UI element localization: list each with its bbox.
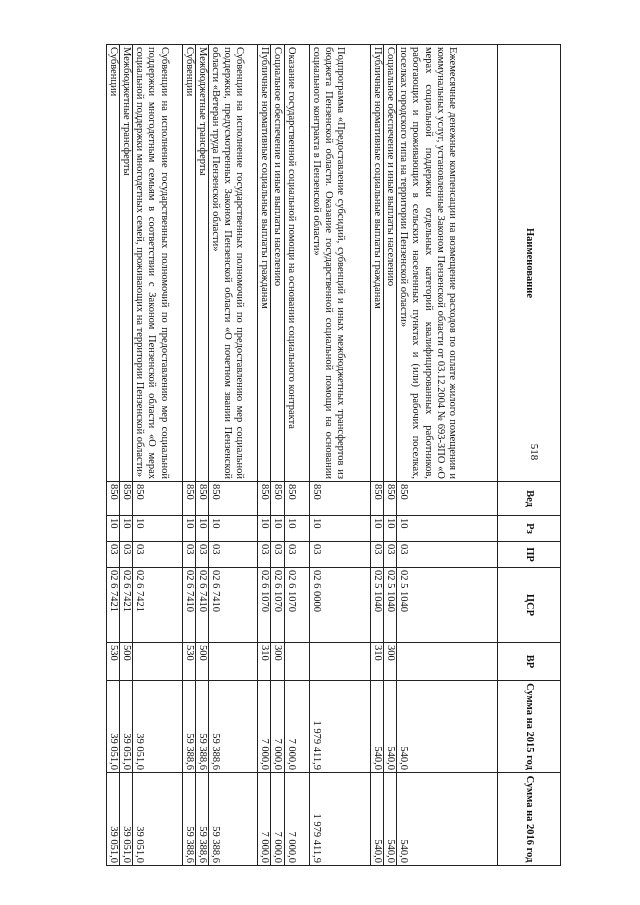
table-body <box>107 45 498 866</box>
cell-pr: 03 <box>208 542 257 568</box>
cell-vr <box>208 643 257 681</box>
cell-sum2015: 59 388,6 <box>195 681 208 773</box>
cell-rz: 10 <box>371 516 384 542</box>
cell-pr: 03 <box>384 542 397 568</box>
budget-table <box>106 44 561 866</box>
table-row <box>384 45 397 866</box>
cell-pr: 03 <box>182 542 195 568</box>
cell-csr: 02 6 7410 <box>182 568 195 643</box>
cell-sum2015: 39 051,0 <box>107 681 120 773</box>
cell-sum2016: 39 051,0 <box>120 773 133 866</box>
cell-ved: 850 <box>309 482 370 516</box>
cell-vr <box>133 643 182 681</box>
cell-vr: 310 <box>371 643 384 681</box>
cell-sum2016: 39 051,0 <box>107 773 120 866</box>
cell-ved: 850 <box>258 482 271 516</box>
table-row <box>195 45 208 866</box>
cell-sum2015: 540,0 <box>384 681 397 773</box>
cell-rz: 10 <box>397 516 498 542</box>
cell-csr: 02 6 7421 <box>107 568 120 643</box>
cell-name: Межбюджетные трансферты <box>120 45 133 482</box>
cell-rz: 10 <box>107 516 120 542</box>
cell-name: Субвенции <box>107 45 120 482</box>
cell-sum2015: 540,0 <box>371 681 384 773</box>
table-row <box>120 45 133 866</box>
cell-vr: 310 <box>258 643 271 681</box>
cell-pr: 03 <box>284 542 309 568</box>
header-csr: ЦСР <box>498 568 561 643</box>
cell-rz: 10 <box>284 516 309 542</box>
header-rz: Рз <box>498 516 561 542</box>
cell-vr: 300 <box>384 643 397 681</box>
cell-csr: 02 5 1040 <box>384 568 397 643</box>
cell-sum2015: 540,0 <box>397 681 498 773</box>
cell-name: Ежемесячные денежные компенсации на возмещение расходов по оплате жилого помещения и коммунальных услуг, установленные Законом Пензенской области от 03.12.2004 № 693-ЗПО «О мерах социальной поддержки отдельных категорий квалифицированных работников, работающих и проживающих в сельских населенных пунктах и (или) рабочих поселках, поселках городского типа на территории Пензенской области» <box>397 45 498 482</box>
cell-sum2016: 59 388,6 <box>182 773 195 866</box>
table-row <box>371 45 384 866</box>
cell-pr: 03 <box>120 542 133 568</box>
cell-vr: 530 <box>107 643 120 681</box>
table-row <box>133 45 182 866</box>
cell-csr: 02 6 1070 <box>258 568 271 643</box>
cell-sum2016: 540,0 <box>384 773 397 866</box>
cell-sum2015: 7 000,0 <box>258 681 271 773</box>
header-ved: Вед <box>498 482 561 516</box>
header-sum-2015: Сумма на 2015 год <box>498 681 561 773</box>
table-row <box>258 45 271 866</box>
cell-ved: 850 <box>120 482 133 516</box>
cell-name: Публичные нормативные социальные выплаты гражданам <box>371 45 384 482</box>
cell-pr: 03 <box>397 542 498 568</box>
cell-name: Субвенции <box>182 45 195 482</box>
cell-rz: 10 <box>120 516 133 542</box>
table-container <box>106 44 561 865</box>
cell-vr: 500 <box>120 643 133 681</box>
cell-sum2015: 59 388,6 <box>208 681 257 773</box>
header-pr: ПР <box>498 542 561 568</box>
cell-name: Подпрограмма «Предоставление субсидий, субвенций и иных межбюджетных трансфертов из бюджета Пензенской области. Оказание государственной социальной помощи на основании социального контракта в Пензенской области» <box>309 45 370 482</box>
cell-csr: 02 6 0000 <box>309 568 370 643</box>
cell-csr: 02 6 1070 <box>271 568 284 643</box>
cell-sum2016: 540,0 <box>371 773 384 866</box>
cell-vr <box>284 643 309 681</box>
header-name: Наименование <box>498 45 561 482</box>
cell-ved: 850 <box>371 482 384 516</box>
table-row <box>271 45 284 866</box>
cell-sum2015: 39 051,0 <box>133 681 182 773</box>
cell-pr: 03 <box>107 542 120 568</box>
cell-vr <box>397 643 498 681</box>
header-sum-2016: Сумма на 2016 год <box>498 773 561 866</box>
cell-ved: 850 <box>208 482 257 516</box>
cell-rz: 10 <box>208 516 257 542</box>
cell-csr: 02 6 7410 <box>195 568 208 643</box>
cell-sum2015: 39 051,0 <box>120 681 133 773</box>
cell-name: Публичные нормативные социальные выплаты гражданам <box>258 45 271 482</box>
cell-vr: 300 <box>271 643 284 681</box>
cell-ved: 850 <box>271 482 284 516</box>
cell-sum2016: 7 000,0 <box>284 773 309 866</box>
cell-ved: 850 <box>195 482 208 516</box>
table-row <box>309 45 370 866</box>
cell-name: Субвенции на исполнение государственных полномочий по предоставлению мер социальной поддержки многодетным семьям в соответствии с Законом Пензенской области «О мерах социальной поддержки многодетных семей, проживающих на территории Пензенской области» <box>133 45 182 482</box>
cell-vr <box>309 643 370 681</box>
cell-pr: 03 <box>258 542 271 568</box>
cell-ved: 850 <box>397 482 498 516</box>
table-row <box>107 45 120 866</box>
cell-sum2016: 7 000,0 <box>258 773 271 866</box>
cell-rz: 10 <box>195 516 208 542</box>
cell-rz: 10 <box>182 516 195 542</box>
cell-vr: 530 <box>182 643 195 681</box>
table-row <box>182 45 195 866</box>
cell-rz: 10 <box>271 516 284 542</box>
table-header-row <box>498 45 561 866</box>
cell-pr: 03 <box>195 542 208 568</box>
cell-ved: 850 <box>133 482 182 516</box>
cell-pr: 03 <box>271 542 284 568</box>
cell-ved: 850 <box>182 482 195 516</box>
cell-sum2016: 39 051,0 <box>133 773 182 866</box>
cell-sum2016: 540,0 <box>397 773 498 866</box>
cell-pr: 03 <box>133 542 182 568</box>
cell-name: Субвенции на исполнение государственных полномочий по предоставлению мер социальной поддержки, предусмотренных Законом Пензенской области «О почетном звании Пензенской области «Ветеран труда Пензенской области» <box>208 45 257 482</box>
cell-sum2015: 7 000,0 <box>284 681 309 773</box>
cell-rz: 10 <box>133 516 182 542</box>
cell-csr: 02 6 7421 <box>133 568 182 643</box>
cell-rz: 10 <box>258 516 271 542</box>
cell-name: Социальное обеспечение и иные выплаты населению <box>384 45 397 482</box>
cell-csr: 02 5 1040 <box>371 568 384 643</box>
cell-name: Социальное обеспечение и иные выплаты населению <box>271 45 284 482</box>
cell-pr: 03 <box>309 542 370 568</box>
cell-rz: 10 <box>384 516 397 542</box>
cell-sum2016: 7 000,0 <box>271 773 284 866</box>
header-vr: ВР <box>498 643 561 681</box>
cell-sum2015: 1 979 411,9 <box>309 681 370 773</box>
cell-sum2016: 59 388,6 <box>195 773 208 866</box>
cell-pr: 03 <box>371 542 384 568</box>
table-row <box>284 45 309 866</box>
cell-csr: 02 6 1070 <box>284 568 309 643</box>
cell-sum2016: 59 388,6 <box>208 773 257 866</box>
cell-sum2015: 59 388,6 <box>182 681 195 773</box>
cell-vr: 500 <box>195 643 208 681</box>
cell-sum2016: 1 979 411,9 <box>309 773 370 866</box>
table-row <box>397 45 498 866</box>
cell-csr: 02 6 7421 <box>120 568 133 643</box>
cell-rz: 10 <box>309 516 370 542</box>
cell-csr: 02 6 7410 <box>208 568 257 643</box>
cell-ved: 850 <box>284 482 309 516</box>
table-row <box>208 45 257 866</box>
cell-name: Межбюджетные трансферты <box>195 45 208 482</box>
cell-ved: 850 <box>384 482 397 516</box>
cell-ved: 850 <box>107 482 120 516</box>
page-number: 518 <box>528 443 540 461</box>
cell-csr: 02 5 1040 <box>397 568 498 643</box>
cell-sum2015: 7 000,0 <box>271 681 284 773</box>
cell-name: Оказание государственной социальной помощи на основании социального контракта <box>284 45 309 482</box>
